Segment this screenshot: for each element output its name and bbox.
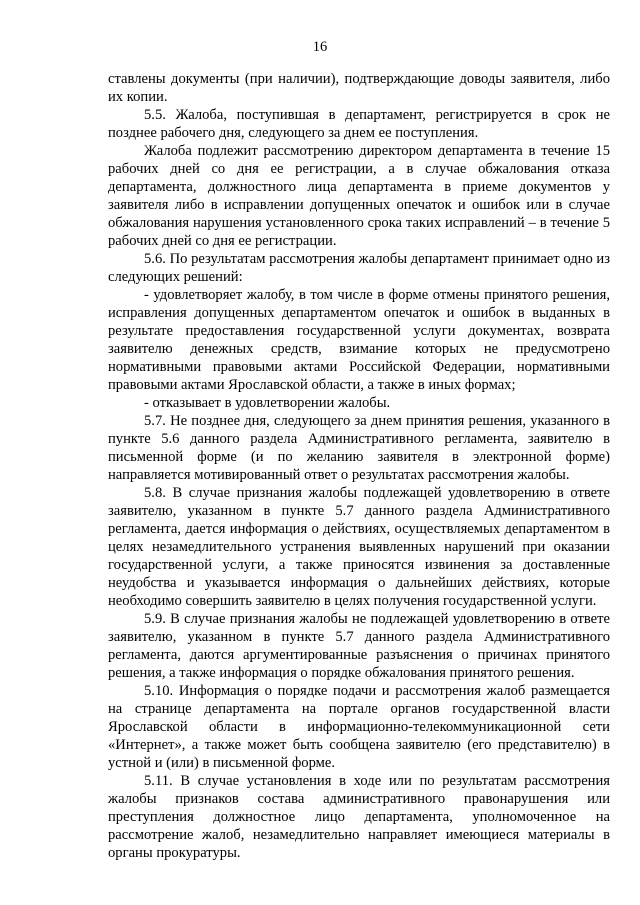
page-number: 16 xyxy=(312,39,328,55)
paragraph-5-9: 5.9. В случае признания жалобы не подлежащей удовлетворению в ответе заявителю, указанном в пункте 5.7 данного раздела Административного регламента, даются аргументированные разъяснения о причинах принятого решения, а также информация о порядке обжалования принятого решения. xyxy=(108,611,610,681)
list-item-satisfy: - удовлетворяет жалобу, в том числе в форме отмены принятого решения, исправления допущенных департаментом опечаток и ошибок в выданных в результате предоставления государственной услуги документах, возврата заявителю денежных средств, взимание которых не предусмотрено нормативными правовыми актами Российской Федерации, нормативными правовыми актами Ярославской области, а также в иных формах; xyxy=(108,287,610,393)
paragraph-5-11: 5.11. В случае установления в ходе или по результатам рассмотрения жалобы признаков состава административного правонарушения или преступления должностное лицо департамента, уполномоченное на рассмотрение жалоб, незамедлительно направляет имеющиеся материалы в органы прокуратуры. xyxy=(108,773,610,861)
paragraph-5-5: 5.5. Жалоба, поступившая в департамент, регистрируется в срок не позднее рабочего дня, следующего за днем ее поступления. xyxy=(108,107,610,141)
list-item-refuse: - отказывает в удовлетворении жалобы. xyxy=(144,395,391,411)
paragraph-5-6: 5.6. По результатам рассмотрения жалобы департамент принимает одно из следующих решений: xyxy=(108,251,610,285)
body-text xyxy=(108,70,610,862)
paragraph-5-7: 5.7. Не позднее дня, следующего за днем принятия решения, указанного в пункте 5.6 данного раздела Административного регламента, заявителю в письменной форме (и по желанию заявителя в электронной форме) направляется мотивированный ответ о результатах рассмотрения жалобы. xyxy=(108,413,610,483)
paragraph-review-term: Жалоба подлежит рассмотрению директором департамента в течение 15 рабочих дней со дня ее регистрации, а в случае обжалования отказа департамента, должностного лица департамента в приеме документов у заявителя либо в исправлении допущенных опечаток и ошибок или в случае обжалования нарушения установленного срока таких исправлений – в течение 5 рабочих дней со дня ее регистрации. xyxy=(108,143,610,249)
paragraph-5-8: 5.8. В случае признания жалобы подлежащей удовлетворению в ответе заявителю, указанном в пункте 5.7 данного раздела Административного регламента, дается информация о действиях, осуществляемых департаментом в целях незамедлительного устранения выявленных нарушений при оказании государственной услуги, а также приносятся извинения за доставленные неудобства и указывается информация о дальнейших действиях, которые необходимо совершить заявителю в целях получения государственной услуги. xyxy=(108,485,610,609)
paragraph-continuation: ставлены документы (при наличии), подтверждающие доводы заявителя, либо их копии. xyxy=(108,71,610,105)
paragraph-5-10: 5.10. Информация о порядке подачи и рассмотрения жалоб размещается на странице департамента на портале органов государственной власти Ярославской области в информационно-телекоммуникационной сети «Интернет», а также может быть сообщена заявителю (его представителю) в устной и (или) в письменной форме. xyxy=(108,683,610,771)
